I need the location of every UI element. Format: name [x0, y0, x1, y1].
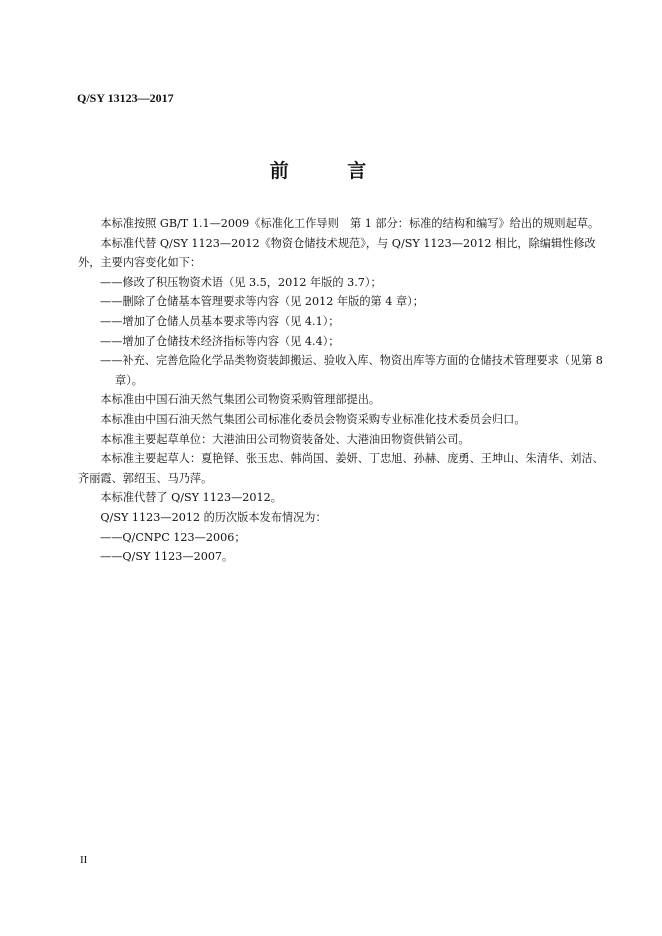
paragraph: 本标准由中国石油天然气集团公司物资采购管理部提出。	[100, 393, 381, 407]
page-title: 前 言	[269, 160, 393, 182]
list-item: ——补充、完善危险化学品类物资装卸搬运、验收入库、物资出库等方面的仓储技术管理要求（见第 8 章）。	[100, 354, 603, 387]
foreword-body	[78, 214, 604, 567]
paragraph: 本标准由中国石油天然气集团公司标准化委员会物资采购专业标准化技术委员会归口。	[100, 412, 526, 426]
list-item: ——修改了积压物资术语（见 3.5，2012 年版的 3.7）；	[100, 275, 382, 289]
paragraph: 本标准按照 GB/T 1.1—2009《标准化工作导则 第 1 部分：标准的结构和编写》给出的规则起草。	[100, 217, 600, 230]
list-item: ——Q/SY 1123—2007。	[100, 550, 234, 564]
list-item: ——Q/CNPC 123—2006；	[100, 530, 246, 544]
page-number: II	[80, 854, 88, 866]
paragraph: 本标准主要起草单位：大港油田公司物资装备处、大港油田物资供销公司。	[100, 432, 470, 446]
list-item: ——增加了仓储人员基本要求等内容（见 4.1）；	[100, 314, 340, 328]
paragraph: Q/SY 1123—2012 的历次版本发布情况为：	[100, 510, 327, 524]
list-item: ——增加了仓储技术经济指标等内容（见 4.4）；	[100, 334, 340, 348]
paragraph: 本标准代替了 Q/SY 1123—2012。	[100, 491, 282, 505]
document-code: Q/SY 13123—2017	[77, 91, 174, 105]
list-item: ——删除了仓储基本管理要求等内容（见 2012 年版的第 4 章）；	[100, 295, 424, 309]
paragraph: 本标准代替 Q/SY 1123—2012《物资仓储技术规范》，与 Q/SY 1123—2012 相比，除编辑性修改外，主要内容变化如下：	[78, 236, 596, 270]
paragraph: 本标准主要起草人：夏艳铎、张玉忠、韩尚国、姜妍、丁忠旭、孙赫、庞勇、王坤山、朱清华、刘洁、齐丽霞、郭绍玉、马乃萍。	[78, 452, 604, 485]
